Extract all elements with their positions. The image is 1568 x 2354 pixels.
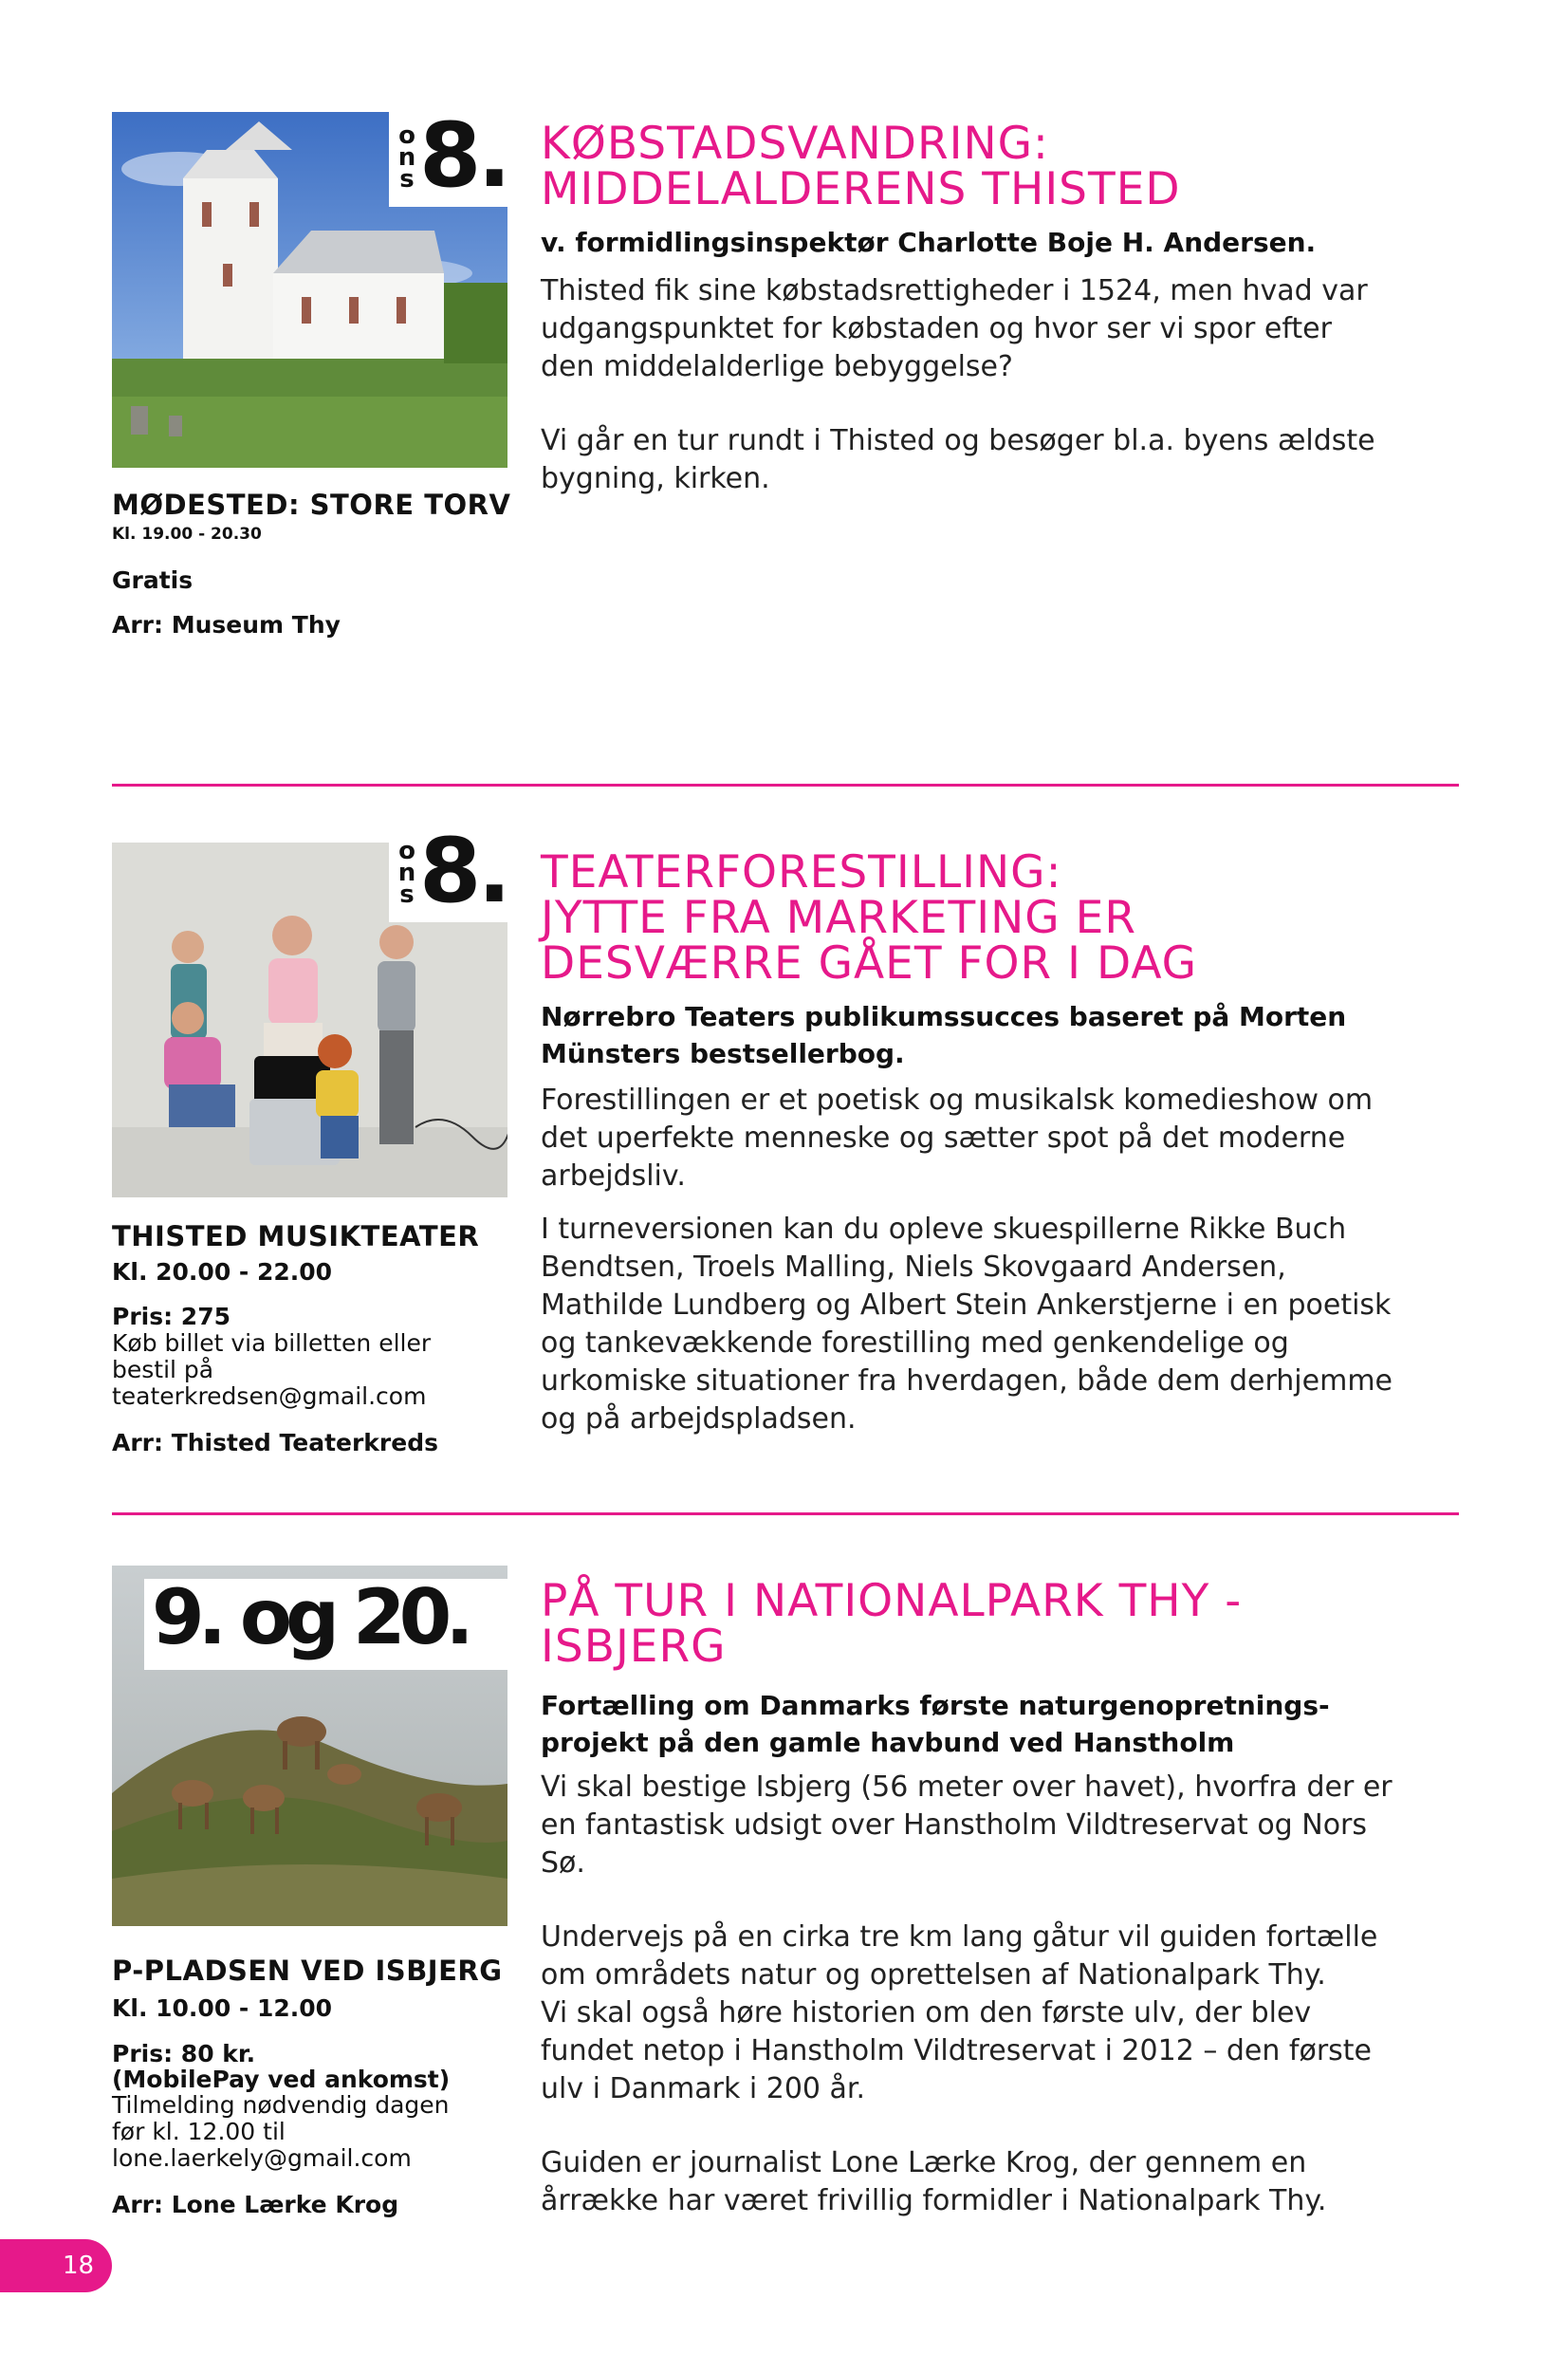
paragraph: Undervejs på en cirka tre km lang gåtur vil guiden fortælle om områdets natur og oprettelsen af Nationalpark Thy. Vi skal også høre historien om den første ulv, der blev fundet netop i Hanstholm Vildtreservat i 2012 – den første ulv i Danmark i 200 år.	[541, 1920, 1378, 2105]
event-subtitle: Nørrebro Teaters publikumssucces baseret på Morten Münsters bestsellerbog.	[541, 1001, 1347, 1069]
paragraph: Thisted fik sine købstadsrettigheder i 1524, men hvad var udgangspunktet for købstaden og hvor ser vi spor efter den middelalderlige bebyggelse?	[541, 274, 1368, 383]
event-nationalpark-thy	[112, 1566, 1459, 2230]
event-time: Kl. 20.00 - 22.00	[112, 1258, 333, 1286]
date-badge	[389, 820, 508, 923]
page-number-badge	[0, 2239, 112, 2292]
venue: THISTED MUSIKTEATER	[112, 1220, 480, 1252]
event-teaterforestilling	[112, 820, 1459, 1511]
event-time: Kl. 10.00 - 12.00	[112, 1994, 333, 2022]
event-content	[541, 1575, 1489, 2220]
date-badge	[144, 1573, 507, 1670]
event-kobstadsvandring	[112, 104, 1459, 662]
day-number: 8.	[419, 820, 508, 923]
date-badge	[389, 104, 508, 208]
event-subtitle: v. formidlingsinspektør Charlotte Boje H. Andersen.	[541, 227, 1317, 258]
divider	[112, 1512, 1459, 1515]
event-content	[541, 118, 1489, 498]
paragraph: Vi går en tur rundt i Thisted og besøger bl.a. byens ældste bygning, kirken.	[541, 424, 1375, 495]
event-title: TEATERFORESTILLING: JYTTE FRA MARKETING ER DESVÆRRE GÅET FOR I DAG	[541, 846, 1198, 990]
price: Gratis	[112, 566, 194, 594]
organizer: Arr: Lone Lærke Krog	[112, 2191, 399, 2218]
organizer: Arr: Museum Thy	[112, 611, 341, 639]
paragraph: Vi skal bestige Isbjerg (56 meter over havet), hvorfra der er en fantastisk udsigt over Hanstholm Vildtreservat og Nors Sø.	[541, 1770, 1393, 1880]
page-number: 18	[63, 2252, 95, 2280]
venue: P-PLADSEN VED ISBJERG	[112, 1955, 503, 1987]
venue: MØDESTED: STORE TORV	[112, 489, 511, 521]
ticket-info: Køb billet via billetten eller bestil på teaterkredsen@gmail.com	[112, 1329, 432, 1410]
price: Pris: 80 kr. (MobilePay ved ankomst)	[112, 2040, 451, 2093]
paragraph: Guiden er journalist Lone Lærke Krog, der gennem en årrække har været frivillig formidler i Nationalpark Thy.	[541, 2146, 1327, 2217]
paragraph: I turneversionen kan du opleve skuespillerne Rikke Buch Bendtsen, Troels Malling, Niels Skovgaard Andersen, Mathilde Lundberg og Albert Stein Ankerstjerne i en poetisk og tankevækkende forestilling med genkendelige og urkomiske situationer fra hverdagen, både dem derhjemme og på arbejdspladsen.	[541, 1213, 1393, 1436]
event-title: PÅ TUR I NATIONALPARK THY - ISBJERG	[541, 1575, 1243, 1673]
event-content	[541, 846, 1489, 1438]
event-subtitle: Fortælling om Danmarks første naturgenopretnings- projekt på den gamle havbund ved Hanstholm	[541, 1690, 1330, 1758]
day-label: o n s	[397, 837, 416, 909]
organizer: Arr: Thisted Teaterkreds	[112, 1429, 438, 1456]
day-number: 9. og 20.	[152, 1573, 468, 1661]
registration-info: Tilmelding nødvendig dagen før kl. 12.00 til lone.laerkely@gmail.com	[112, 2091, 450, 2172]
event-time: Kl. 19.00 - 20.30	[112, 525, 262, 544]
event-info	[112, 489, 520, 639]
day-label: o n s	[397, 121, 416, 194]
divider	[112, 784, 1459, 787]
event-title: KØBSTADSVANDRING: MIDDELALDERENS THISTED	[541, 118, 1181, 215]
paragraph: Forestillingen er et poetisk og musikalsk komedieshow om det uperfekte menneske og sætter spot på det moderne arbejdsliv.	[541, 1084, 1374, 1193]
price: Pris: 275	[112, 1303, 231, 1330]
event-info	[112, 1220, 520, 1456]
day-number: 8.	[419, 104, 508, 208]
event-info	[112, 1955, 520, 2218]
